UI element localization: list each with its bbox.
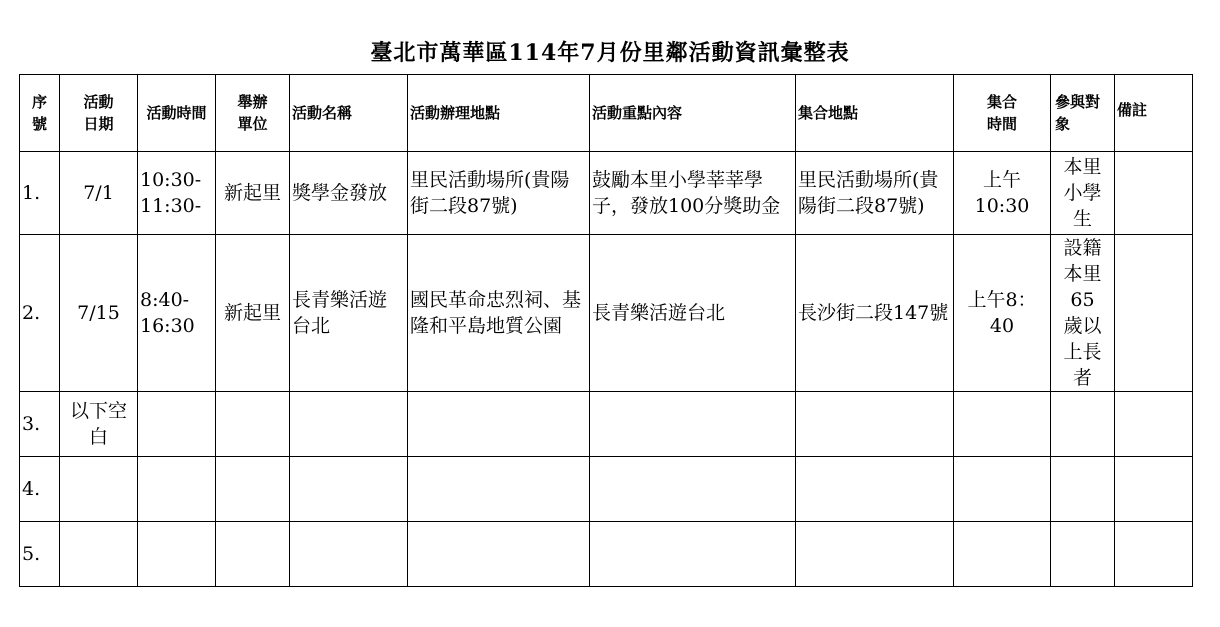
header-remarks: 備註 [1115,75,1193,152]
cell-date: 7/1 [60,152,138,235]
cell-content: 長青樂活遊台北 [590,235,796,392]
cell-seq: 4. [20,457,60,522]
header-date: 活動日期 [60,75,138,152]
page-title: 臺北市萬華區114年7月份里鄰活動資訊彙整表 [370,40,850,66]
cell-meeting-place: 里民活動場所(貴陽街二段87號) [796,152,954,235]
cell-organizer: 新起里 [216,235,290,392]
cell-name [290,392,408,457]
cell-participants [1051,522,1115,587]
cell-venue: 里民活動場所(貴陽街二段87號) [408,152,590,235]
header-time: 活動時間 [138,75,216,152]
cell-meeting-time [954,522,1051,587]
cell-time [138,457,216,522]
cell-name [290,522,408,587]
header-participants: 參與對象 [1051,75,1115,152]
cell-seq: 5. [20,522,60,587]
cell-date: 7/15 [60,235,138,392]
header-organizer: 舉辦單位 [216,75,290,152]
cell-name: 獎學金發放 [290,152,408,235]
table-row [20,392,1193,457]
cell-organizer [216,522,290,587]
cell-remarks [1115,392,1193,457]
cell-seq: 1. [20,152,60,235]
cell-organizer: 新起里 [216,152,290,235]
cell-time: 10:30-11:30- [138,152,216,235]
table-row [20,457,1193,522]
cell-time [138,522,216,587]
table-row [20,235,1193,392]
cell-meeting-place [796,457,954,522]
activity-table [19,74,1193,587]
cell-meeting-place [796,392,954,457]
cell-meeting-place: 長沙街二段147號 [796,235,954,392]
cell-seq: 3. [20,392,60,457]
cell-remarks [1115,457,1193,522]
cell-venue [408,522,590,587]
cell-participants: 本里小學生 [1051,152,1115,235]
header-meeting-place: 集合地點 [796,75,954,152]
header-row [20,75,1193,152]
cell-venue: 國民革命忠烈祠、基隆和平島地質公園 [408,235,590,392]
table-row [20,522,1193,587]
cell-venue [408,392,590,457]
cell-organizer [216,457,290,522]
cell-name [290,457,408,522]
cell-time: 8:40-16:30 [138,235,216,392]
cell-date: 以下空白 [60,392,138,457]
cell-venue [408,457,590,522]
header-content: 活動重點內容 [590,75,796,152]
table-row [20,152,1193,235]
cell-content [590,522,796,587]
header-name: 活動名稱 [290,75,408,152]
header-seq: 序號 [20,75,60,152]
cell-participants [1051,457,1115,522]
cell-name: 長青樂活遊台北 [290,235,408,392]
cell-time [138,392,216,457]
cell-meeting-place [796,522,954,587]
cell-meeting-time [954,457,1051,522]
cell-meeting-time: 上午10:30 [954,152,1051,235]
header-venue: 活動辦理地點 [408,75,590,152]
cell-content: 鼓勵本里小學莘莘學子，發放100分獎助金 [590,152,796,235]
cell-seq: 2. [20,235,60,392]
cell-participants: 設籍本里65歲以上長者 [1051,235,1115,392]
cell-date [60,457,138,522]
header-meeting-time: 集合時間 [954,75,1051,152]
cell-meeting-time [954,392,1051,457]
cell-remarks [1115,235,1193,392]
cell-organizer [216,392,290,457]
cell-content [590,457,796,522]
cell-date [60,522,138,587]
cell-content [590,392,796,457]
cell-remarks [1115,522,1193,587]
cell-remarks [1115,152,1193,235]
cell-meeting-time: 上午8：40 [954,235,1051,392]
cell-participants [1051,392,1115,457]
